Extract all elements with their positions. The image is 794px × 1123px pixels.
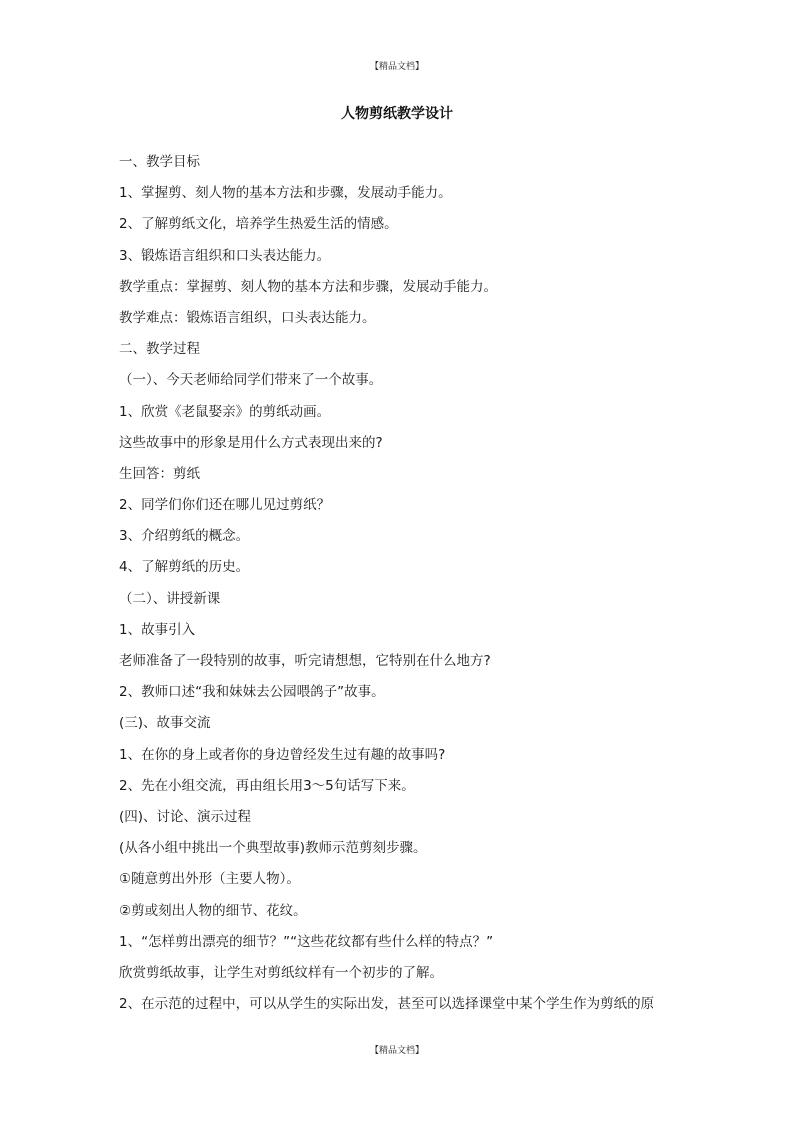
section-heading-objectives: 一、教学目标 (119, 154, 200, 170)
section-heading-process: 二、教学过程 (119, 341, 200, 358)
subsection-heading: （二）、讲授新课 (119, 590, 221, 607)
paragraph-line: 2、了解剪纸文化，培养学生热爱生活的情感。 (119, 216, 398, 233)
paragraph-line: 4、了解剪纸的历史。 (119, 559, 250, 576)
paragraph-line: 3、锻炼语言组织和口头表达能力。 (119, 247, 331, 264)
paragraph-line: 这些故事中的形象是用什么方式表现出来的? (119, 434, 383, 451)
paragraph-line: 2、先在小组交流，再由组长用3～5句话写下来。 (119, 777, 415, 794)
paragraph-line: ①随意剪出外形（主要人物）。 (119, 871, 300, 888)
paragraph-line: 1、“怎样剪出漂亮的细节？”“这些花纹都有些什么样的特点？” (119, 933, 494, 950)
difficulty-line: 教学难点：锻炼语言组织，口头表达能力。 (119, 309, 376, 326)
paragraph-line: 1、在你的身上或者你的身边曾经发生过有趣的故事吗? (119, 746, 446, 763)
paragraph-line: (从各小组中挑出一个典型故事)教师示范剪刻步骤。 (119, 840, 427, 857)
document-body (119, 152, 699, 1025)
paragraph-line: 1、故事引入 (119, 621, 196, 638)
header-watermark: 【精品文档】 (369, 62, 424, 72)
paragraph-line: 2、教师口述“我和妹妹去公园喂鸽子”故事。 (119, 684, 385, 701)
paragraph-line: 3、介绍剪纸的概念。 (119, 528, 250, 545)
paragraph-line: 1、欣赏《老鼠娶亲》的剪纸动画。 (119, 403, 331, 420)
paragraph-line: 2、同学们你们还在哪儿见过剪纸？ (119, 497, 331, 514)
paragraph-line: 2、在示范的过程中，可以从学生的实际出发，甚至可以选择课堂中某个学生作为剪纸的原 (119, 996, 655, 1013)
paragraph-line: 生回答：剪纸 (119, 465, 200, 482)
subsection-heading: （一）、今天老师给同学们带来了一个故事。 (119, 372, 383, 389)
subsection-heading: (四)、讨论、演示过程 (119, 808, 252, 825)
footer-watermark: 【精品文档】 (369, 1046, 424, 1056)
key-point-line: 教学重点：掌握剪、刻人物的基本方法和步骤，发展动手能力。 (119, 278, 497, 295)
paragraph-line: 老师准备了一段特别的故事，听完请想想，它特别在什么地方? (119, 653, 491, 669)
paragraph-line: ②剪或刻出人物的细节、花纹。 (119, 902, 307, 919)
document-title: 人物剪纸教学设计 (341, 106, 453, 122)
paragraph-line: 1、掌握剪、刻人物的基本方法和步骤，发展动手能力。 (119, 185, 452, 202)
paragraph-line: 欣赏剪纸故事，让学生对剪纸纹样有一个初步的了解。 (119, 964, 443, 981)
subsection-heading: (三)、故事交流 (119, 715, 211, 732)
